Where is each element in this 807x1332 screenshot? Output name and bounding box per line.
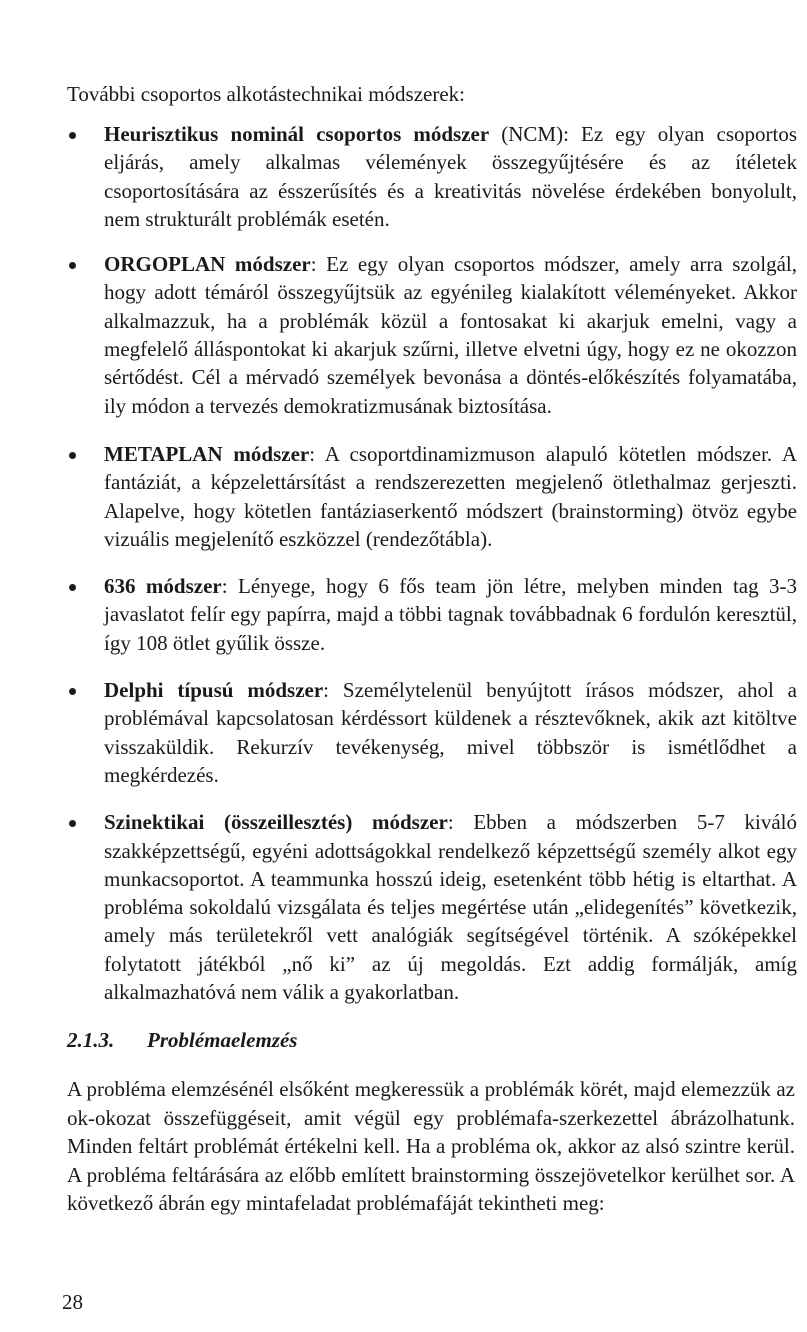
- method-description: : A csoportdinamizmuson alapuló kötetlen módszer. A fantáziát, a képzelettársítást a rendszerezetten megjelenő ötlethalmaz gerjeszti. Alapelve, hogy kötetlen fantáziaserkentő módszert (brainstorming) ötvöz egybe vizuális megjelenítő eszközzel (rendezőtábla).: [104, 441, 797, 551]
- method-term: Szinektikai (összeillesztés) módszer: [104, 810, 448, 835]
- method-term: Heurisztikus nominál csoportos módszer: [104, 122, 490, 146]
- section-number: 2.1.3.: [67, 1028, 115, 1052]
- method-description: : Lényege, hogy 6 fős team jön létre, melyben minden tag 3-3 javaslatot felír egy papírra, majd a többi tagnak továbbadnak 6 fordulón keresztül, így 108 ötlet gyűlik össze.: [104, 574, 798, 655]
- list-item: [67, 250, 797, 420]
- method-term: Delphi típusú módszer: [104, 678, 324, 703]
- method-term: ORGOPLAN módszer: [104, 252, 311, 277]
- method-term: METAPLAN módszer: [104, 441, 310, 466]
- list-item: [67, 440, 797, 553]
- method-term: 636 módszer: [104, 574, 222, 599]
- list-item: [67, 676, 797, 789]
- bullet-icon: [69, 452, 76, 459]
- section-title: Problémaelemzés: [147, 1028, 298, 1052]
- bullet-icon: [69, 688, 76, 695]
- list-item: [67, 120, 797, 233]
- method-description: : Személytelenül benyújtott írásos módszer, ahol a problémával kapcsolatosan kérdéssort küldenek a résztevőknek, akik azt kitöltve visszaküldik. Rekurzív tevékenység, mivel többször is ismétlődhet a megkérdezés.: [104, 678, 798, 787]
- method-description: (NCM): Ez egy olyan csoportos eljárás, amely alkalmas vélemények összegyűjtésére és az ítéletek csoportosítására az ésszerűsítés és a kreativitás növelése érdekében bonyolult, nem strukturált problémák esetén.: [104, 122, 797, 231]
- section-heading: [67, 1028, 297, 1053]
- bullet-icon: [69, 584, 76, 591]
- bullet-icon: [69, 132, 76, 139]
- body-paragraph: A probléma elemzésénél elsőként megkeressük a problémák körét, majd elemezzük az ok-okozat összefüggéseit, amit végül egy problémafa-szerkezettel ábrázolhatunk. Minden feltárt problémát értékelni kell. Ha a probléma ok, akkor az alsó szintre kerül. A probléma feltárására az előbb említett brainstorming összejövetelkor kerülhet sor. A következő ábrán egy mintafeladat problémafáját tekintheti meg:: [67, 1077, 795, 1215]
- method-description: : Ez egy olyan csoportos módszer, amely arra szolgál, hogy adott témáról összegyűjtsük az egyénileg kialakított véleményeket. Akkor alkalmazzuk, ha a problémák közül a fontosakat ki akarjuk emelni, vagy a megfelelő álláspontokat ki akarjuk szűrni, illetve elvetni úgy, hogy ez ne okozzon sértődést. Cél a mérvadó személyek bevonása a döntés-előkészítés folyamatába, ily módon a tervezés demokratizmusának biztosítása.: [104, 252, 797, 418]
- intro-text: További csoportos alkotástechnikai módszerek:: [67, 82, 466, 106]
- bullet-icon: [69, 262, 76, 269]
- list-item: [67, 572, 797, 657]
- method-list: [67, 120, 797, 1023]
- page-number: 28: [62, 1290, 83, 1314]
- bullet-icon: [69, 820, 76, 827]
- list-item: [67, 808, 797, 1006]
- method-description: : Ebben a módszerben 5-7 kiváló szakképzettségű, egyéni adottságokkal rendelkező képzettségű személy alkot egy munkacsoportot. A teammunka hosszú ideig, esetenként több hétig is eltarthat. A probléma sokoldalú vizsgálata és teljes megértése után „elidegenítés” következik, amely más területekről vett analógiák segítségével történik. A szóképekkel folytatott játékból „nő ki” az új megoldás. Ezt addig formálják, amíg alkalmazhatóvá nem válik a gyakorlatban.: [104, 810, 797, 1005]
